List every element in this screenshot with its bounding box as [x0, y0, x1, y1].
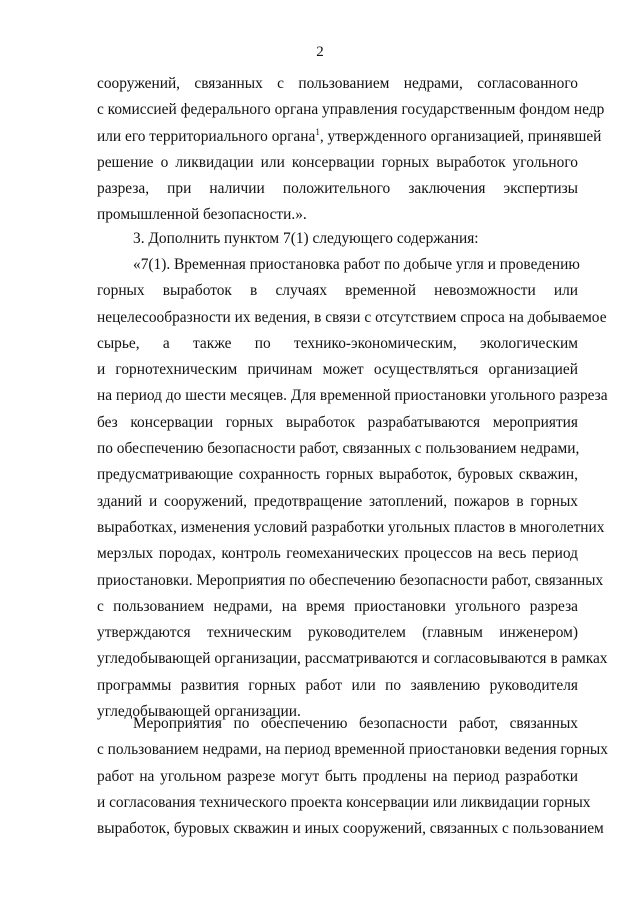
- page-number: 2: [316, 44, 324, 60]
- paragraph-3-line: по обеспечению безопасности работ, связанных с пользованием недрами,: [97, 440, 580, 458]
- paragraph-1-line: [97, 124, 602, 150]
- paragraph-4-line: и согласования технического проекта консервации или ликвидации горных: [97, 793, 591, 811]
- paragraph-1: [97, 71, 605, 229]
- paragraph-3-line: выработках, изменения условий разработки угольных пластов в многолетних: [97, 518, 605, 536]
- paragraph-1-line-tail: , утвержденного организацией, принявшей: [319, 127, 602, 145]
- paragraph-3-line: угледобывающей организации.: [97, 703, 301, 721]
- paragraph-4-line: Мероприятия по обеспечению безопасности работ, связанных: [133, 715, 578, 732]
- paragraph-2-line: 3. Дополнить пунктом 7(1) следующего содержания:: [133, 230, 479, 247]
- paragraph-3-line: на период до шести месяцев. Для временной приостановки угольного разреза: [97, 387, 608, 405]
- paragraph-3-line: горных выработок в случаях временной невозможности или: [97, 282, 578, 300]
- paragraph-4-line: работ на угольном разрезе могут быть продлены на период разработки: [97, 767, 578, 785]
- paragraph-3: [97, 252, 608, 725]
- paragraph-1-line: промышленной безопасности.».: [97, 206, 307, 224]
- paragraph-3-line: «7(1). Временная приостановка работ по добыче угля и проведению: [133, 256, 580, 273]
- paragraph-3-line: нецелесообразности их ведения, в связи с отсутствием спроса на добываемое: [97, 308, 607, 326]
- paragraph-3-line: без консервации горных выработок разрабатываются мероприятия: [97, 413, 578, 431]
- paragraph-1-line: с комиссией федерального органа управления государственным фондом недр: [97, 101, 605, 119]
- paragraph-3-line: предусматривающие сохранность горных выработок, буровых скважин,: [97, 466, 578, 484]
- paragraph-4-line: с пользованием недрами, на период временной приостановки ведения горных: [97, 741, 608, 759]
- paragraph-2: [97, 226, 578, 252]
- paragraph-1-line: разреза, при наличии положительного заключения экспертизы: [97, 180, 578, 198]
- paragraph-1-line-head: или его территориального органа: [97, 127, 316, 145]
- paragraph-3-line: приостановки. Мероприятия по обеспечению безопасности работ, связанных: [97, 571, 604, 589]
- paragraph-3-line: угледобывающей организации, рассматриваются и согласовываются в рамках: [97, 650, 608, 668]
- paragraph-1-line: сооружений, связанных с пользованием недрами, согласованного: [97, 75, 578, 92]
- paragraph-3-line: и горнотехническим причинам может осуществляться организацией: [97, 361, 578, 379]
- paragraph-4-line: выработок, буровых скважин и иных сооружений, связанных с пользованием: [97, 820, 604, 838]
- paragraph-3-line: зданий и сооружений, предотвращение затоплений, пожаров в горных: [97, 492, 578, 510]
- paragraph-1-line: решение о ликвидации или консервации горных выработок угольного: [97, 153, 578, 171]
- paragraph-3-line: программы развития горных работ или по заявлению руководителя: [97, 676, 578, 694]
- paragraph-3-line: сырье, а также по технико-экономическим, экологическим: [97, 334, 578, 352]
- paragraph-3-line: мерзлых породах, контроль геомеханических процессов на весь период: [97, 545, 578, 563]
- paragraph-4: [97, 711, 608, 842]
- footnote-mark: 1: [315, 126, 320, 137]
- paragraph-3-line: с пользованием недрами, на время приостановки угольного разреза: [97, 597, 578, 615]
- paragraph-3-line: утверждаются техническим руководителем (главным инженером): [97, 624, 578, 642]
